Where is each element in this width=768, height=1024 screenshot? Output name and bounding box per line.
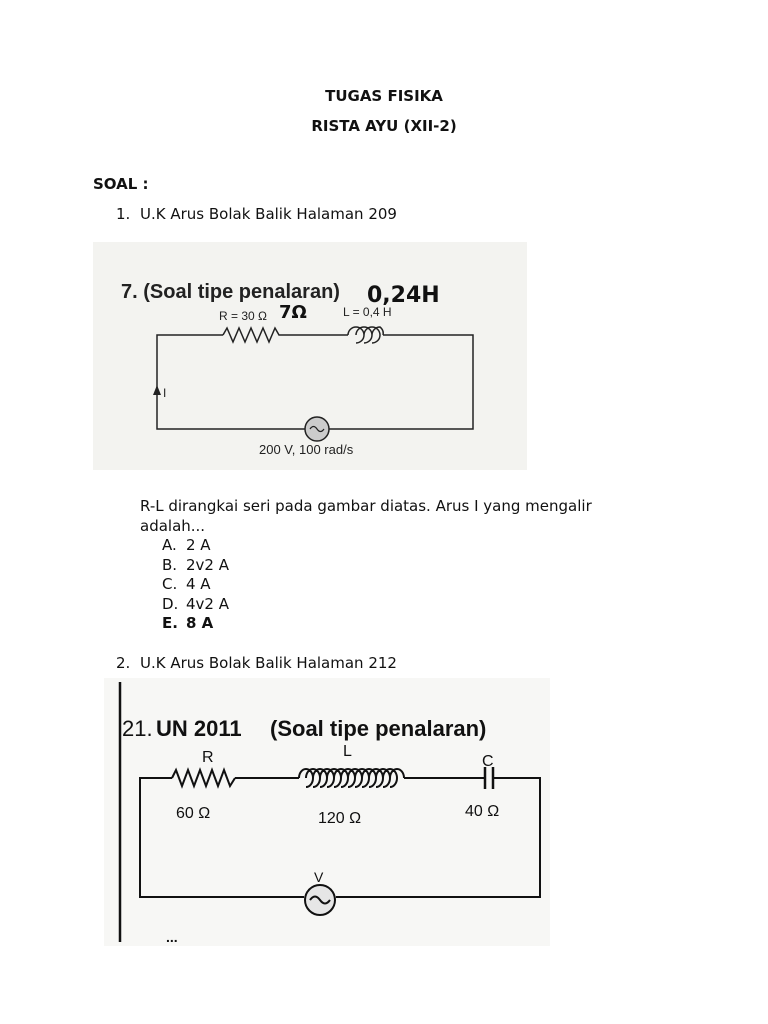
document-author: RISTA AYU (XII-2) <box>311 117 457 135</box>
figure-2-type: (Soal tipe penalaran) <box>270 716 487 741</box>
option-d-letter: D. <box>162 595 179 613</box>
resistor-value: 60 Ω <box>176 805 211 822</box>
question-2-heading: U.K Arus Bolak Balik Halaman 212 <box>140 654 397 672</box>
question-2-number: 2. <box>116 654 131 672</box>
option-e-letter: E. <box>162 614 178 632</box>
option-a-letter: A. <box>162 536 177 554</box>
question-1-heading: U.K Arus Bolak Balik Halaman 209 <box>140 205 397 223</box>
source-symbol-label: V <box>314 869 324 885</box>
option-e-text: 8 A <box>186 614 214 632</box>
option-c-text: 4 A <box>186 575 211 593</box>
capacitor-value: 40 Ω <box>465 803 500 820</box>
option-c-letter: C. <box>162 575 178 593</box>
option-d-text: 4v2 A <box>186 595 229 613</box>
section-label: SOAL : <box>93 175 149 193</box>
document-title: TUGAS FISIKA <box>325 87 443 105</box>
inductor-label: L = 0,4 H <box>343 305 392 319</box>
option-b-letter: B. <box>162 556 178 574</box>
option-a-text: 2 A <box>186 536 211 554</box>
inductor-symbol-label: L <box>343 743 352 760</box>
source-label: 200 V, 100 rad/s <box>259 442 354 457</box>
option-b-text: 2v2 A <box>186 556 229 574</box>
rl-circuit-diagram <box>93 242 527 470</box>
question-2-figure <box>104 678 550 946</box>
figure-2-number: 21. <box>122 716 153 741</box>
question-1-text-line1: R-L dirangkai seri pada gambar diatas. Arus I yang mengalir <box>140 497 592 515</box>
figure-2-exam: UN 2011 <box>156 716 242 741</box>
question-1-number: 1. <box>116 205 131 223</box>
figure-2-ellipsis: ... <box>166 929 178 945</box>
resistor-symbol-label: R <box>202 749 214 766</box>
handwritten-reactance: 7Ω <box>279 302 307 323</box>
current-label: I <box>163 386 167 400</box>
inductor-value: 120 Ω <box>318 810 362 827</box>
resistor-label: R = 30 Ω <box>219 309 267 323</box>
question-1-text-line2: adalah... <box>140 517 206 535</box>
question-1-figure <box>93 242 527 470</box>
handwritten-inductance: 0,24H <box>367 283 440 308</box>
rlc-circuit-diagram <box>104 678 550 946</box>
capacitor-symbol-label: C <box>482 753 494 770</box>
figure-1-title: 7. (Soal tipe penalaran) <box>121 281 340 303</box>
